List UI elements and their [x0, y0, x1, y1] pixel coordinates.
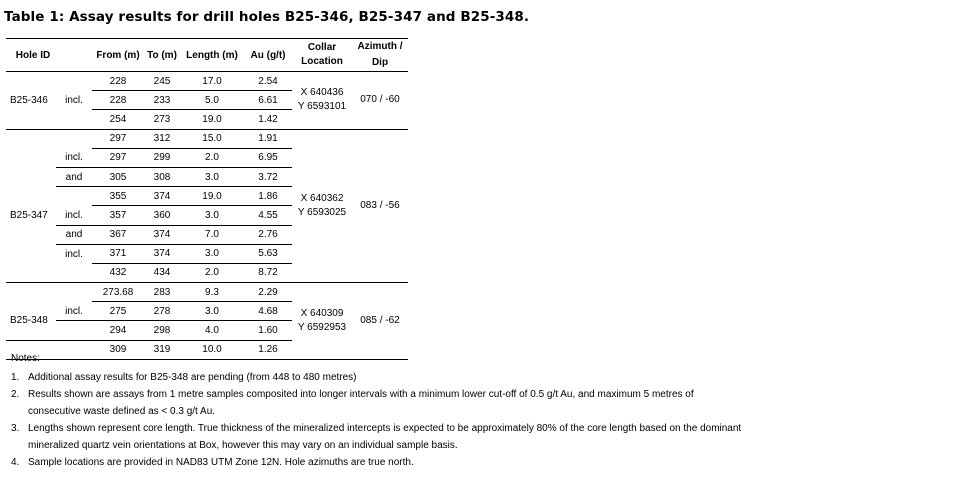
row-qualifier: [56, 72, 92, 91]
hole-id: B25-347: [10, 209, 48, 221]
notes-heading: Notes:: [11, 353, 40, 364]
cell-to: 434: [144, 263, 180, 282]
azimuth-dip: 070 / -60: [352, 72, 408, 130]
cell-to: 308: [144, 167, 180, 186]
row-qualifier: [56, 321, 92, 340]
note-text: Lengths shown represent core length. True thickness of the mineralized intercepts is expected to be approximately 80% of the core length based on the dominant mineralized quartz vein orientations at Box, however this may vary on an individual sample basis.: [28, 423, 742, 451]
header-to: To (m): [144, 39, 180, 72]
cell-length: 2.0: [180, 148, 244, 167]
cell-from: 228: [92, 72, 144, 91]
cell-to: 319: [144, 340, 180, 359]
cell-from: 273.68: [92, 283, 144, 302]
cell-length: 3.0: [180, 302, 244, 321]
header-azimuth-dip: [352, 39, 408, 72]
note-item: [11, 370, 748, 387]
note-number: 3.: [11, 423, 20, 434]
cell-from: 294: [92, 321, 144, 340]
cell-from: 432: [92, 263, 144, 282]
hole-id: B25-348: [6, 302, 56, 340]
row-qualifier: and: [56, 167, 92, 186]
cell-au: 5.63: [244, 244, 292, 263]
row-qualifier: incl.: [56, 206, 92, 225]
cell-to: 299: [144, 148, 180, 167]
note-number: 2.: [11, 389, 20, 400]
cell-to: 374: [144, 225, 180, 244]
row-qualifier: and: [56, 225, 92, 244]
cell-au: 8.72: [244, 263, 292, 282]
cell-au: 1.42: [244, 110, 292, 129]
cell-to: 278: [144, 302, 180, 321]
row-qualifier: incl.: [56, 302, 92, 321]
header-azimuth-line2: Dip: [371, 57, 389, 68]
cell-au: 2.76: [244, 225, 292, 244]
note-item: [11, 387, 748, 420]
cell-length: 9.3: [180, 283, 244, 302]
row-qualifier: [56, 263, 92, 282]
header-collar-line2: Location: [301, 56, 343, 67]
row-qualifier: [56, 110, 92, 129]
cell-to: 374: [144, 244, 180, 263]
cell-length: 17.0: [180, 72, 244, 91]
cell-length: 10.0: [180, 340, 244, 359]
cell-to: 283: [144, 283, 180, 302]
row-qualifier: incl.: [65, 94, 83, 106]
row-qualifier: incl.: [65, 248, 83, 260]
cell-from: 357: [92, 206, 144, 225]
cell-to: 245: [144, 72, 180, 91]
cell-to: 360: [144, 206, 180, 225]
cell-from: 275: [92, 302, 144, 321]
azimuth-dip: 085 / -62: [352, 283, 408, 360]
cell-length: 3.0: [180, 206, 244, 225]
cell-length: 15.0: [180, 129, 244, 148]
collar-y: Y 6593101: [297, 101, 347, 113]
note-item: [11, 421, 748, 454]
cell-au: 2.29: [244, 283, 292, 302]
note-text: Sample locations are provided in NAD83 UTM Zone 12N. Hole azimuths are true north.: [28, 457, 414, 468]
assay-table: [6, 38, 408, 360]
cell-au: 1.60: [244, 321, 292, 340]
cell-length: 5.0: [180, 91, 244, 110]
cell-au: 1.26: [244, 340, 292, 359]
cell-au: 2.54: [244, 72, 292, 91]
note-item: [11, 455, 748, 472]
cell-from: 297: [92, 129, 144, 148]
cell-au: 1.86: [244, 187, 292, 206]
cell-length: 3.0: [180, 167, 244, 186]
cell-from: 228: [92, 91, 144, 110]
note-number: 1.: [11, 371, 20, 383]
cell-length: 7.0: [180, 225, 244, 244]
note-text: Results shown are assays from 1 metre samples composited into longer intervals with a minimum lower cut-off of 0.5 g/t Au, and maximum 5 metres of consecutive waste defined as < 0.3 g/t Au.: [28, 389, 694, 417]
cell-length: 2.0: [180, 263, 244, 282]
cell-length: 19.0: [180, 187, 244, 206]
header-azimuth-line1: Azimuth /: [357, 41, 403, 52]
cell-from: 305: [92, 167, 144, 186]
collar-x: X 640309: [300, 307, 344, 319]
row-qualifier: [56, 283, 92, 302]
cell-to: 374: [144, 187, 180, 206]
cell-au: 4.68: [244, 302, 292, 321]
cell-from: 297: [92, 148, 144, 167]
cell-from: 367: [92, 225, 144, 244]
cell-au: 3.72: [244, 167, 292, 186]
cell-length: 3.0: [180, 244, 244, 263]
collar-location: [292, 129, 352, 283]
cell-length: 4.0: [180, 321, 244, 340]
header-collar-line1: Collar: [307, 42, 337, 53]
cell-length: 19.0: [180, 110, 244, 129]
header-length: Length (m): [180, 39, 244, 72]
header-au: Au (g/t): [244, 39, 292, 72]
cell-to: 312: [144, 129, 180, 148]
collar-x: X 640436: [300, 87, 344, 99]
collar-y: Y 6593025: [297, 206, 347, 218]
row-qualifier: [56, 129, 92, 148]
cell-from: 254: [92, 110, 144, 129]
header-collar-location: [292, 39, 352, 72]
cell-to: 273: [144, 110, 180, 129]
cell-to: 298: [144, 321, 180, 340]
cell-to: 233: [144, 91, 180, 110]
hole-id: B25-346: [10, 94, 48, 106]
cell-from: 355: [92, 187, 144, 206]
cell-from: 309: [92, 340, 144, 359]
header-from: From (m): [92, 39, 144, 72]
cell-au: 1.91: [244, 129, 292, 148]
notes-section: [11, 351, 748, 473]
row-qualifier: incl.: [56, 148, 92, 167]
collar-location: [292, 283, 352, 360]
header-hole-id: Hole ID: [6, 39, 56, 72]
collar-x: X 640362: [300, 192, 344, 204]
note-text: Additional assay results for B25-348 are pending (from 448 to 480 metres): [28, 371, 357, 383]
cell-from: 371: [92, 244, 144, 263]
collar-location: [292, 72, 352, 130]
cell-au: 4.55: [244, 206, 292, 225]
row-qualifier: [56, 187, 92, 206]
cell-au: 6.61: [244, 91, 292, 110]
table-title: Table 1: Assay results for drill holes B25-346, B25-347 and B25-348.: [4, 9, 530, 25]
azimuth-dip: 083 / -56: [352, 129, 408, 283]
collar-y: Y 6592953: [297, 321, 347, 333]
note-number: 4.: [11, 457, 20, 468]
cell-au: 6.95: [244, 148, 292, 167]
